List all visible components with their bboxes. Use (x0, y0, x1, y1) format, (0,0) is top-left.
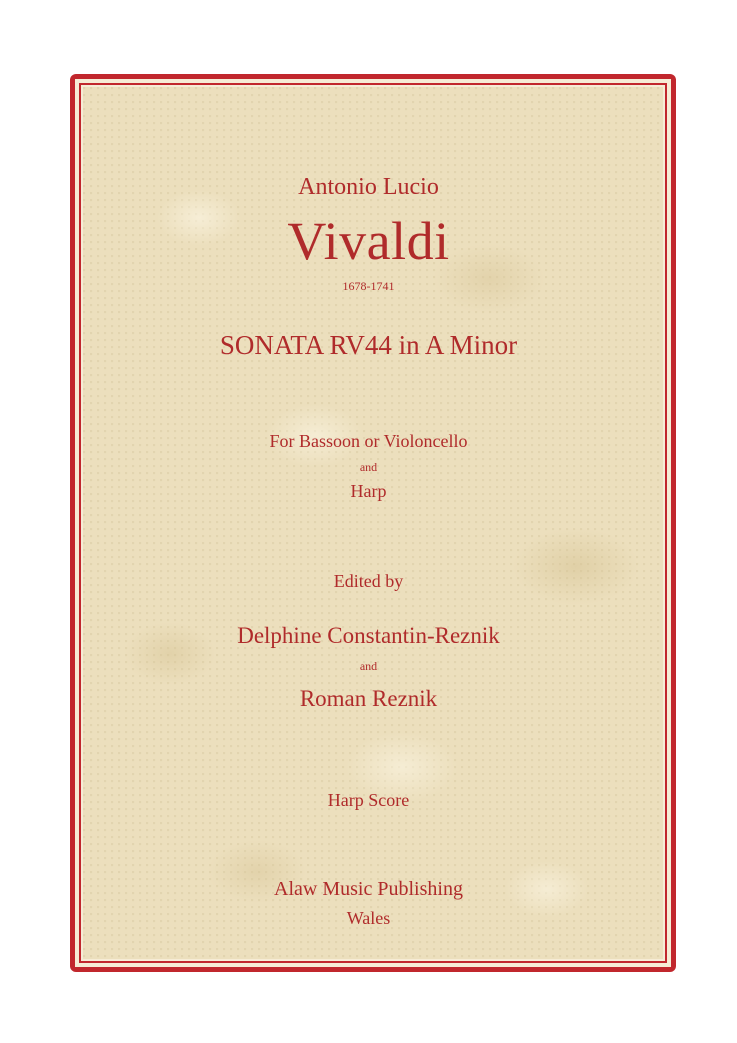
composer-dates: 1678-1741 (342, 279, 395, 293)
instrumentation-conjunction: and (359, 460, 378, 474)
score-type: Harp Score (327, 790, 410, 810)
cover-frame (70, 74, 676, 972)
composer-first-names: Antonio Lucio (298, 174, 439, 200)
work-title: SONATA RV44 in A Minor (219, 330, 518, 360)
instrumentation-line-1: For Bassoon or Violoncello (269, 431, 468, 451)
publisher-name: Alaw Music Publishing (274, 878, 463, 900)
editor-2-name: Roman Reznik (299, 686, 438, 711)
editors-conjunction: and (359, 659, 378, 673)
editor-1-name: Delphine Constantin-Reznik (237, 623, 500, 648)
instrumentation-line-2: Harp (350, 481, 387, 501)
edited-by-label: Edited by (333, 571, 404, 591)
composer-last-name: Vivaldi (287, 211, 450, 271)
publisher-location: Wales (346, 908, 391, 928)
